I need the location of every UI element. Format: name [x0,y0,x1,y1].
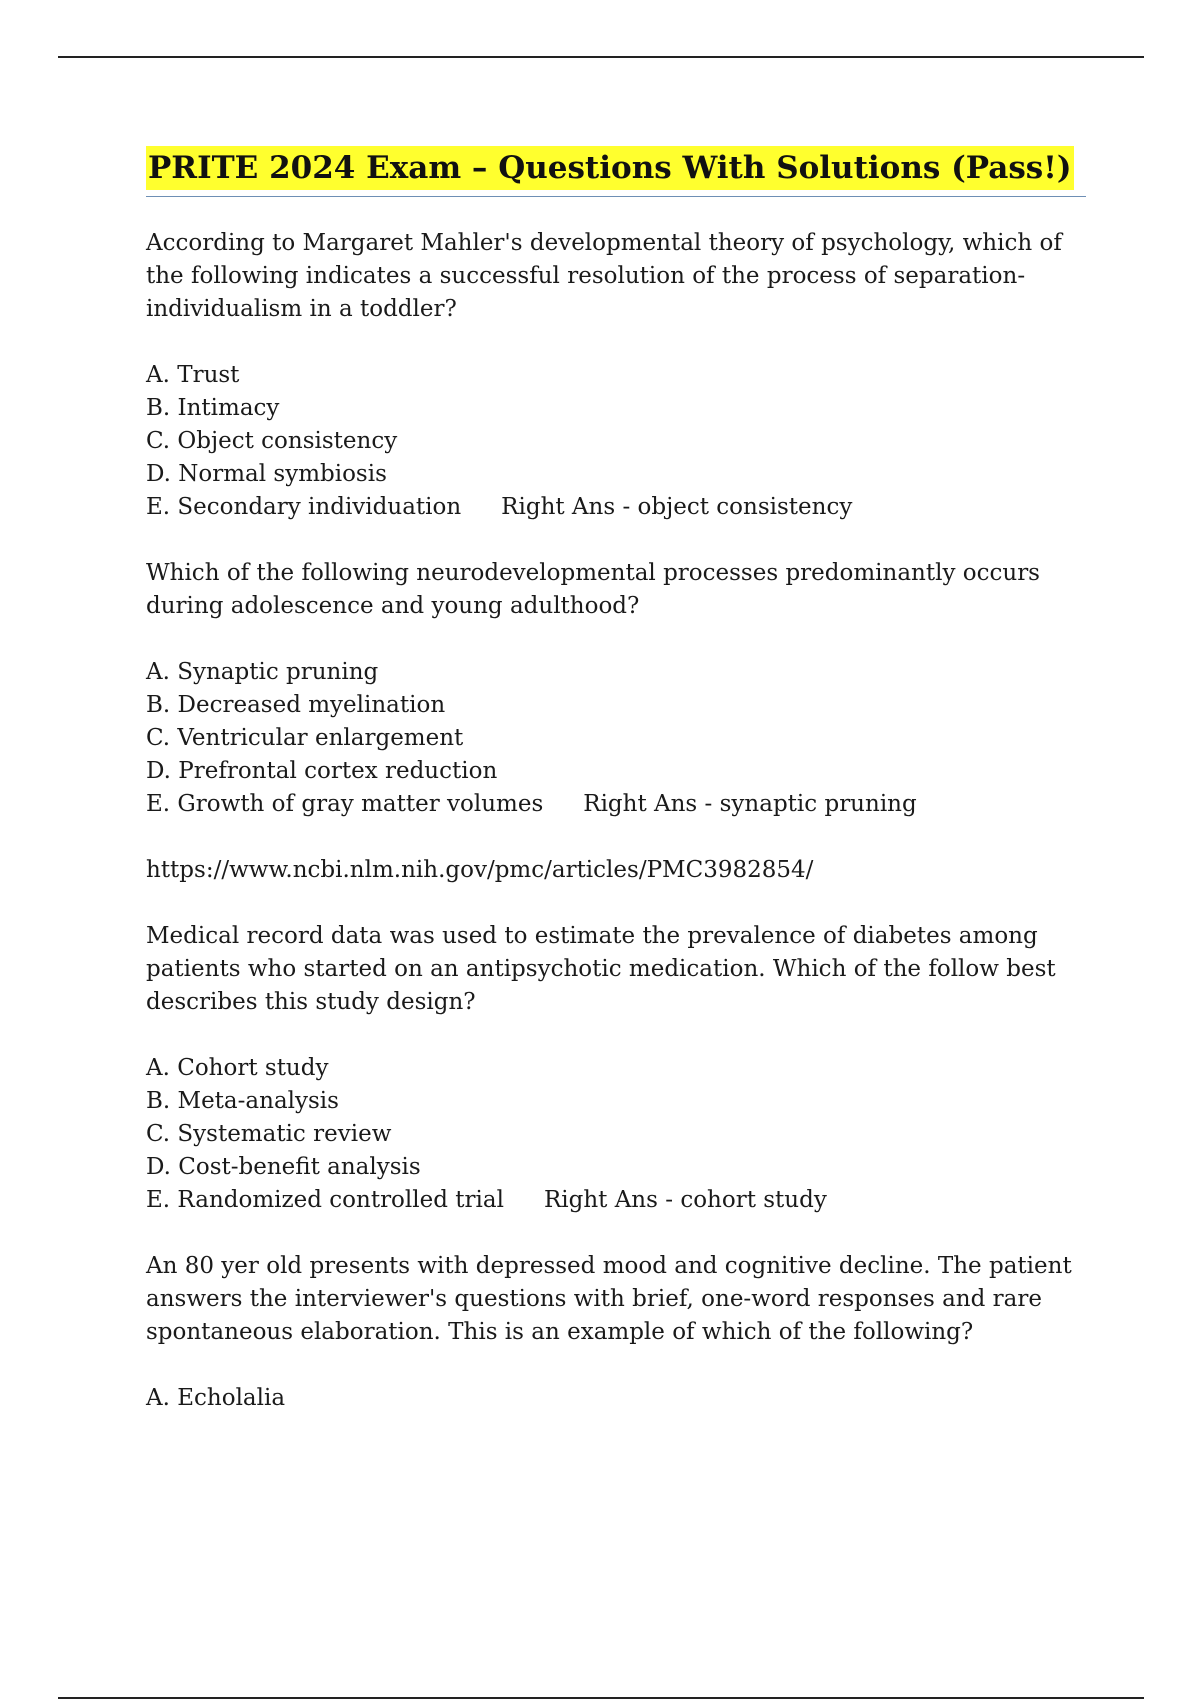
option-list [146,656,1086,821]
reference-link[interactable]: https://www.ncbi.nlm.nih.gov/pmc/articles/PMC3982854/ [146,857,814,883]
option: B. Meta-analysis [146,1088,339,1114]
option: E. Secondary individuation [146,494,462,520]
title-underline [146,146,1086,197]
question-block [146,920,1086,1217]
option: D. Cost-benefit analysis [146,1154,421,1180]
option: C. Ventricular enlargement [146,725,464,751]
option-list [146,1052,1086,1217]
right-answer: Right Ans - object consistency [501,494,853,520]
option: A. Cohort study [146,1055,329,1081]
option: B. Decreased myelination [146,692,446,718]
question-text: Which of the following neurodevelopmental processes predominantly occurs during adolescence and young adulthood? [146,560,1040,619]
bottom-rule [58,1697,1144,1699]
option: D. Prefrontal cortex reduction [146,758,498,784]
document-body [146,146,1086,1448]
option: E. Randomized controlled trial [146,1187,504,1213]
question-text: According to Margaret Mahler's developmental theory of psychology, which of the following indicates a successful resolution of the process of separation-individualism in a toddler? [146,230,1062,322]
top-rule [58,56,1144,58]
option-with-answer [146,1184,1086,1217]
question-block [146,227,1086,524]
option: B. Intimacy [146,395,280,421]
question-block [146,1250,1086,1415]
option-list [146,359,1086,524]
right-answer: Right Ans - cohort study [543,1187,827,1213]
option: C. Systematic review [146,1121,392,1147]
document-title: PRITE 2024 Exam – Questions With Solutions (Pass!) [146,146,1074,190]
right-answer: Right Ans - synaptic pruning [583,791,917,817]
option: A. Echolalia [146,1385,286,1411]
option: D. Normal symbiosis [146,461,387,487]
question-text: An 80 yer old presents with depressed mood and cognitive decline. The patient answers the interviewer's questions with brief, one-word responses and rare spontaneous elaboration. This is an example of which of the following? [146,1253,1072,1345]
option-list [146,1382,1086,1415]
question-block [146,557,1086,887]
option: C. Object consistency [146,428,398,454]
option: E. Growth of gray matter volumes [146,791,544,817]
option: A. Trust [146,362,240,388]
option-with-answer [146,491,1086,524]
question-text: Medical record data was used to estimate the prevalence of diabetes among patients who started on an antipsychotic medication. Which of the follow best describes this study design? [146,923,1056,1015]
option-with-answer [146,788,1086,821]
option: A. Synaptic pruning [146,659,379,685]
